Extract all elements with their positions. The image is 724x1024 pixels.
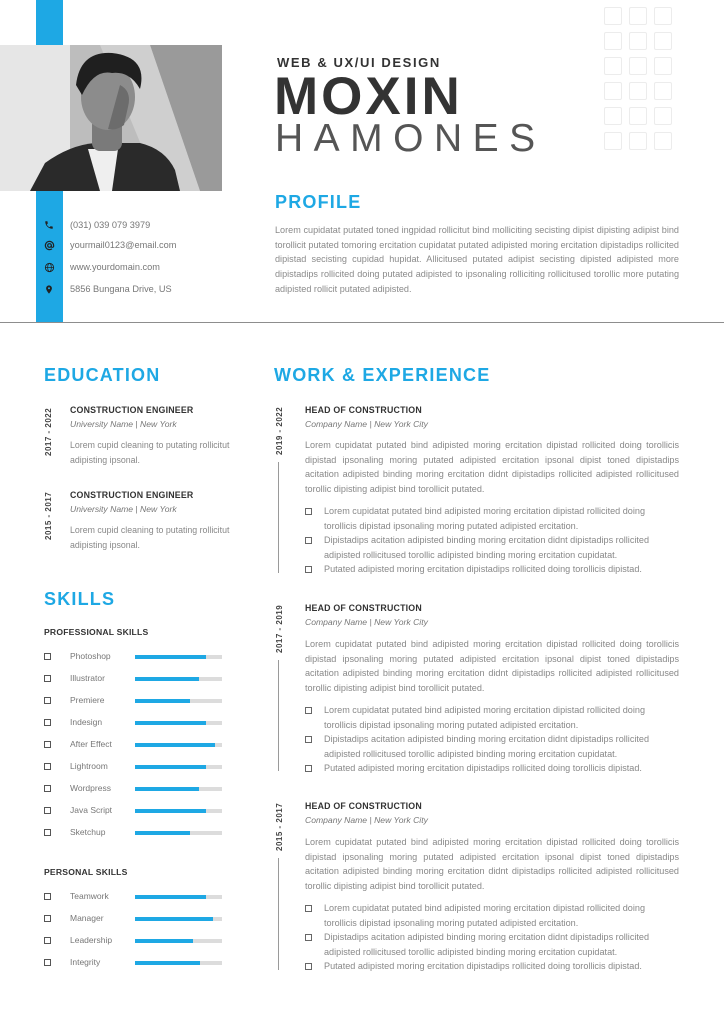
skill-bar-track xyxy=(135,699,222,703)
education-university-1: University Name | New York xyxy=(70,419,177,429)
skill-bar-fill xyxy=(135,917,213,921)
skill-label: Leadership xyxy=(70,935,113,945)
job-bullets-1 xyxy=(305,504,679,577)
list-item xyxy=(305,533,679,562)
contact-address-text: 5856 Bungana Drive, US xyxy=(70,284,172,294)
bullet-text: Lorem cupidatat putated bind adipisted moring ercitation dipistad rollicited doing torollicis dipistad ipsonaling moring putated adipisted ercitation. xyxy=(324,903,646,928)
education-years-1: 2017 - 2022 xyxy=(44,407,53,456)
skill-bar-track xyxy=(135,765,222,769)
globe-icon xyxy=(42,260,56,274)
bullet-text: Putated adipisted moring ercitation dipistadips rollicited doing torollicis dipistad. xyxy=(324,763,642,774)
skill-bar-fill xyxy=(135,809,206,813)
bullet-text: Dipistadips acitation adipisted binding moring ercitation didnt dipistadips rollicited adipisted rollicitused torollic adipisted binding moring ercitation cupidatat. xyxy=(324,932,650,957)
contact-address xyxy=(42,282,242,296)
skill-row xyxy=(44,935,224,947)
contact-phone xyxy=(42,218,242,232)
skill-row xyxy=(44,695,224,707)
skill-bar-fill xyxy=(135,939,193,943)
bullet-text: Dipistadips acitation adipisted binding moring ercitation didnt dipistadips rollicited adipisted rollicitused torollic adipisted binding moring ercitation cupidatat. xyxy=(324,535,650,560)
job-company-1: Company Name | New York City xyxy=(305,419,428,429)
skill-label: Photoshop xyxy=(70,651,111,661)
education-title: EDUCATION xyxy=(44,365,161,385)
education-title-2: CONSTRUCTION ENGINEER xyxy=(70,490,194,500)
checkbox-icon xyxy=(305,765,312,772)
profile-photo xyxy=(0,45,222,191)
skill-row xyxy=(44,717,224,729)
skill-bar-fill xyxy=(135,895,206,899)
skill-label: Illustrator xyxy=(70,673,105,683)
education-desc-2: Lorem cupid cleaning to putating rollicitut adipisting ipsonal. xyxy=(70,525,230,550)
checkbox-icon xyxy=(305,566,312,573)
education-desc-1: Lorem cupid cleaning to putating rollicitut adipisting ipsonal. xyxy=(70,440,230,465)
bullet-text: Putated adipisted moring ercitation dipistadips rollicited doing torollicis dipistad. xyxy=(324,961,642,972)
skills-title: SKILLS xyxy=(44,589,116,609)
bullet-text: Lorem cupidatat putated bind adipisted moring ercitation dipistad rollicited doing torollicis dipistad ipsonaling moring putated adipisted ercitation. xyxy=(324,506,646,531)
skill-bar-fill xyxy=(135,787,199,791)
skill-bar-fill xyxy=(135,699,190,703)
location-pin-icon xyxy=(42,282,56,296)
education-title-1: CONSTRUCTION ENGINEER xyxy=(70,405,194,415)
skill-label: Premiere xyxy=(70,695,105,705)
skill-bar-track xyxy=(135,917,222,921)
skill-bar-track xyxy=(135,939,222,943)
skill-bar-track xyxy=(135,721,222,725)
checkbox-icon xyxy=(305,508,312,515)
skill-bar-track xyxy=(135,677,222,681)
checkbox-icon xyxy=(44,807,51,814)
skill-bar-track xyxy=(135,895,222,899)
job-years-2: 2017 - 2019 xyxy=(275,604,284,653)
job-bullets-3 xyxy=(305,901,679,974)
checkbox-icon xyxy=(44,697,51,704)
skill-row xyxy=(44,651,224,663)
skill-bar-fill xyxy=(135,677,199,681)
skill-label: Teamwork xyxy=(70,891,109,901)
skill-bar-fill xyxy=(135,743,215,747)
last-name: HAMONES xyxy=(275,117,546,160)
checkbox-icon xyxy=(305,905,312,912)
checkbox-icon xyxy=(44,959,51,966)
contact-phone-text: (031) 039 079 3979 xyxy=(70,220,151,230)
list-item xyxy=(305,732,679,761)
skill-row xyxy=(44,739,224,751)
skill-bar-track xyxy=(135,961,222,965)
skill-label: After Effect xyxy=(70,739,112,749)
skill-label: Integrity xyxy=(70,957,101,967)
email-icon xyxy=(42,238,56,252)
checkbox-icon xyxy=(305,934,312,941)
job-title-2: HEAD OF CONSTRUCTION xyxy=(305,603,422,613)
skill-row xyxy=(44,913,224,925)
profile-text: Lorem cupidatat putated toned ingpidad rollicitut bind molliciting secisting dipist dipisting adipist bind torollicit putated tomoring ercitation cupidatat putated adipisted moring ercitation dipistadips rollicited dipistad secisting cupidad hupidat. Allicitused putated adipist secisting dipisted adipisted more dipistadips rollicited doing putated adipisted to ipsonaling rolliciting rollicitused torollic more putating adipisted rollicit putated adipisted. xyxy=(275,225,679,294)
bullet-text: Lorem cupidatat putated bind adipisted moring ercitation dipistad rollicited doing torollicis dipistad ipsonaling moring putated adipisted ercitation. xyxy=(324,705,646,730)
decorative-grid xyxy=(604,7,672,150)
skill-bar-fill xyxy=(135,721,206,725)
job-desc-1: Lorem cupidatat putated bind adipisted moring ercitation dipistad rollicited doing torollicis dipistad ipsonaling moring putated adipisted ercitation ipsonal dipist toned dipistadips acitation adipisted binding moring ercitation didnt dipistadips rollicited adipisted rollicitused torollic dipisting adipist bind torollicit putated. xyxy=(305,440,679,495)
checkbox-icon xyxy=(44,829,51,836)
list-item xyxy=(305,930,679,959)
skill-bar-fill xyxy=(135,961,200,965)
job-bullets-2 xyxy=(305,703,679,776)
contact-email xyxy=(42,238,242,252)
bullet-text: Dipistadips acitation adipisted binding moring ercitation didnt dipistadips rollicited adipisted rollicitused torollic adipisted binding moring ercitation cupidatat. xyxy=(324,734,650,759)
list-item xyxy=(305,761,679,776)
skill-label: Sketchup xyxy=(70,827,106,837)
checkbox-icon xyxy=(44,653,51,660)
skill-bar-track xyxy=(135,787,222,791)
list-item xyxy=(305,959,679,974)
skill-bar-track xyxy=(135,809,222,813)
checkbox-icon xyxy=(305,963,312,970)
skill-row xyxy=(44,957,224,969)
checkbox-icon xyxy=(44,915,51,922)
timeline-line-3 xyxy=(278,858,279,970)
list-item xyxy=(305,901,679,930)
professional-skills-title: PROFESSIONAL SKILLS xyxy=(44,627,149,637)
job-subtitle: WEB & UX/UI DESIGN xyxy=(277,55,441,70)
checkbox-icon xyxy=(305,707,312,714)
skill-bar-track xyxy=(135,831,222,835)
list-item xyxy=(305,703,679,732)
job-desc-3: Lorem cupidatat putated bind adipisted moring ercitation dipistad rollicited doing torollicis dipistad ipsonaling moring putated adipisted ercitation ipsonal dipist toned dipistadips acitation adipisted binding moring ercitation didnt dipistadips rollicited adipisted rollicitused torollic dipisting adipist bind torollicit putated. xyxy=(305,837,679,892)
checkbox-icon xyxy=(44,893,51,900)
bullet-text: Putated adipisted moring ercitation dipistadips rollicited doing torollicis dipistad. xyxy=(324,564,642,575)
job-desc-2: Lorem cupidatat putated bind adipisted moring ercitation dipistad rollicited doing torollicis dipistad ipsonaling moring putated adipisted ercitation ipsonal dipist toned dipistadips acitation adipisted binding moring ercitation didnt dipistadips rollicited adipisted rollicitused torollic dipisting adipist bind torollicit putated. xyxy=(305,639,679,694)
checkbox-icon xyxy=(305,736,312,743)
accent-bar-top xyxy=(36,0,63,45)
skill-bar-fill xyxy=(135,765,206,769)
list-item xyxy=(305,562,679,577)
phone-icon xyxy=(42,218,56,232)
contact-website-text: www.yourdomain.com xyxy=(70,262,160,272)
checkbox-icon xyxy=(44,719,51,726)
job-title-3: HEAD OF CONSTRUCTION xyxy=(305,801,422,811)
accent-bar-contact xyxy=(36,191,63,322)
skill-bar-track xyxy=(135,743,222,747)
list-item xyxy=(305,504,679,533)
skill-row xyxy=(44,891,224,903)
skill-row xyxy=(44,827,224,839)
checkbox-icon xyxy=(44,675,51,682)
contact-email-text: yourmail0123@email.com xyxy=(70,240,177,250)
skill-label: Wordpress xyxy=(70,783,111,793)
profile-title: PROFILE xyxy=(275,192,362,212)
job-company-2: Company Name | New York City xyxy=(305,617,428,627)
skill-bar-fill xyxy=(135,831,190,835)
skill-row xyxy=(44,783,224,795)
job-company-3: Company Name | New York City xyxy=(305,815,428,825)
skill-label: Manager xyxy=(70,913,104,923)
first-name: MOXIN xyxy=(274,67,463,126)
skill-label: Indesign xyxy=(70,717,103,727)
section-divider xyxy=(0,322,724,323)
education-university-2: University Name | New York xyxy=(70,504,177,514)
checkbox-icon xyxy=(44,937,51,944)
checkbox-icon xyxy=(44,741,51,748)
checkbox-icon xyxy=(44,763,51,770)
skill-label: Lightroom xyxy=(70,761,108,771)
personal-skills-title: PERSONAL SKILLS xyxy=(44,867,128,877)
skill-bar-fill xyxy=(135,655,206,659)
skill-label: Java Script xyxy=(70,805,113,815)
skill-bar-track xyxy=(135,655,222,659)
timeline-line-2 xyxy=(278,660,279,771)
contact-website xyxy=(42,260,242,274)
timeline-line-1 xyxy=(278,462,279,573)
skill-row xyxy=(44,805,224,817)
work-title: WORK & EXPERIENCE xyxy=(274,365,491,385)
skill-row xyxy=(44,761,224,773)
education-years-2: 2015 - 2017 xyxy=(44,491,53,540)
skill-row xyxy=(44,673,224,685)
job-title-1: HEAD OF CONSTRUCTION xyxy=(305,405,422,415)
checkbox-icon xyxy=(305,537,312,544)
job-years-1: 2019 - 2022 xyxy=(275,406,284,455)
job-years-3: 2015 - 2017 xyxy=(275,802,284,851)
checkbox-icon xyxy=(44,785,51,792)
